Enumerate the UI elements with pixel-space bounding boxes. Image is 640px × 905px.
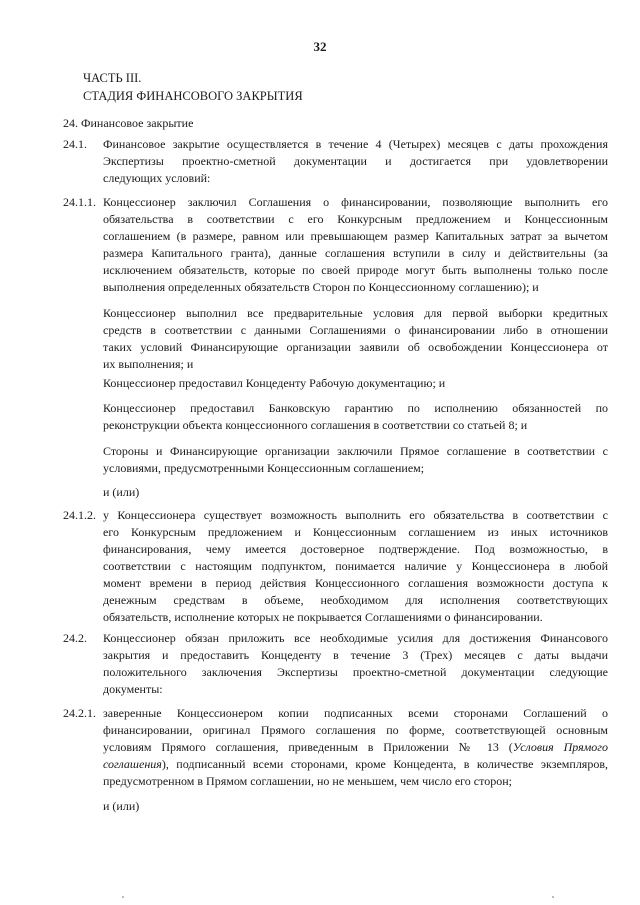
text-line: соглашением (в размере, равном или превышающем размер Капитальных затрат за вычетом <box>103 229 608 243</box>
text-line: финансирования, чему имеется достоверное подтверждение. Под возможностью, в <box>103 542 608 556</box>
text-line: Экспертизы проектно-сметной документации и достигается при удовлетворении <box>103 154 608 168</box>
appendix-title-italic: соглашения <box>103 757 162 771</box>
and-or-connector: и (или) <box>103 485 140 499</box>
clause-24-2-1 <box>103 705 608 790</box>
clause-number-24-1: 24.1. <box>63 137 87 151</box>
text-line: Концессионер заключил Соглашения о финансировании, позволяющие выполнить его <box>103 195 608 209</box>
text-run: условиям Прямого соглашения, приведенным в Приложении № 13 ( <box>103 740 513 754</box>
part-heading: ЧАСТЬ III. <box>83 71 142 85</box>
text-line: финансировании, оригинал Прямого соглашения по форме, соответствующей основным <box>103 723 608 737</box>
scan-speck <box>552 896 554 898</box>
clause-24-2 <box>103 630 608 698</box>
clause-number-24-2-1: 24.2.1. <box>63 706 96 720</box>
text-line: Концессионер обязан приложить все необходимые усилия для достижения Финансового <box>103 631 608 645</box>
text-line: закрытия и предоставить Концеденту в течение 3 (Трех) месяцев с даты выдачи <box>103 648 608 662</box>
section-heading: 24. Финансовое закрытие <box>63 116 194 130</box>
clause-number-24-1-2: 24.1.2. <box>63 508 96 522</box>
text-line: Концессионер предоставил Банковскую гарантию по исполнению обязанностей по <box>103 401 608 415</box>
appendix-title-italic: Условия Прямого <box>512 740 608 754</box>
text-line: обязательства в соответствии с его Конкурсным предложением и Концессионным <box>103 212 608 226</box>
text-line: исключением обязательств, которые по своей природе могут быть выполнены только после <box>103 263 608 277</box>
condition-3 <box>103 375 608 392</box>
condition-5 <box>103 443 608 477</box>
text-line: Стороны и Финансирующие организации заключили Прямое соглашение в соответствии с <box>103 444 608 458</box>
text-line: размера Капитального гранта), данные соглашения вступили в силу и действительны (за <box>103 246 608 260</box>
text-line <box>103 756 608 773</box>
and-or-connector: и (или) <box>103 799 140 813</box>
text-line: Концессионер выполнил все предварительные условия для первой выборки кредитных <box>103 306 608 320</box>
text-line: соответствии с настоящим подпунктом, понимается наличие у Концессионера в любой <box>103 559 608 573</box>
text-line: следующих условий: <box>103 171 211 185</box>
text-line: таких условий Финансирующие организации заявили об освобождении Концессионера от <box>103 340 608 354</box>
text-line: их выполнения; и <box>103 357 194 371</box>
text-line: условиями, предусмотренными Концессионным соглашением; <box>103 461 425 475</box>
text-line: предусмотренном в Прямом соглашении, но не меньшем, чем число его сторон; <box>103 774 512 788</box>
text-line: Финансовое закрытие осуществляется в течение 4 (Четырех) месяцев с даты прохождения <box>103 137 608 151</box>
scan-speck <box>122 896 124 898</box>
condition-2 <box>103 305 608 373</box>
text-line: Концессионер предоставил Концеденту Рабочую документацию; и <box>103 376 446 390</box>
part-title: СТАДИЯ ФИНАНСОВОГО ЗАКРЫТИЯ <box>83 89 303 103</box>
text-line: обязательств, исполнение которых не покрывается Соглашениями о финансировании. <box>103 610 543 624</box>
text-line: его Конкурсным предложением и Концессионным соглашением из иных источников <box>103 525 608 539</box>
clause-24-1-1 <box>103 194 608 296</box>
condition-4 <box>103 400 608 434</box>
text-line: момент времени в период действия Концессионного соглашения возможности доступа к <box>103 576 608 590</box>
text-line: средств в соответствии с данными Соглашениями о финансировании либо в отношении <box>103 323 608 337</box>
clause-24-1 <box>103 136 608 187</box>
text-line: реконструкции объекта концессионного соглашения в соответствии со статьей 8; и <box>103 418 528 432</box>
text-line <box>103 739 608 756</box>
clause-number-24-1-1: 24.1.1. <box>63 195 96 209</box>
text-line: документы: <box>103 682 163 696</box>
text-line: положительного заключения Экспертизы проектно-сметной документации следующие <box>103 665 608 679</box>
text-line: выполнения определенных обязательств Сторон по Концессионному соглашению); и <box>103 280 539 294</box>
clause-24-1-2 <box>103 507 608 626</box>
text-line: у Концессионера существует возможность выполнить его обязательства в соответствии с <box>103 508 608 522</box>
page-number: 32 <box>313 39 327 54</box>
text-run: ), подписанный всеми сторонами, кроме Концедента, в количестве экземпляров, <box>161 757 608 771</box>
text-line: заверенные Концессионером копии подписанных всеми сторонами Соглашений о <box>103 706 608 720</box>
text-line: денежным средствам в объеме, необходимом для исполнения соответствующих <box>103 593 608 607</box>
clause-number-24-2: 24.2. <box>63 631 87 645</box>
